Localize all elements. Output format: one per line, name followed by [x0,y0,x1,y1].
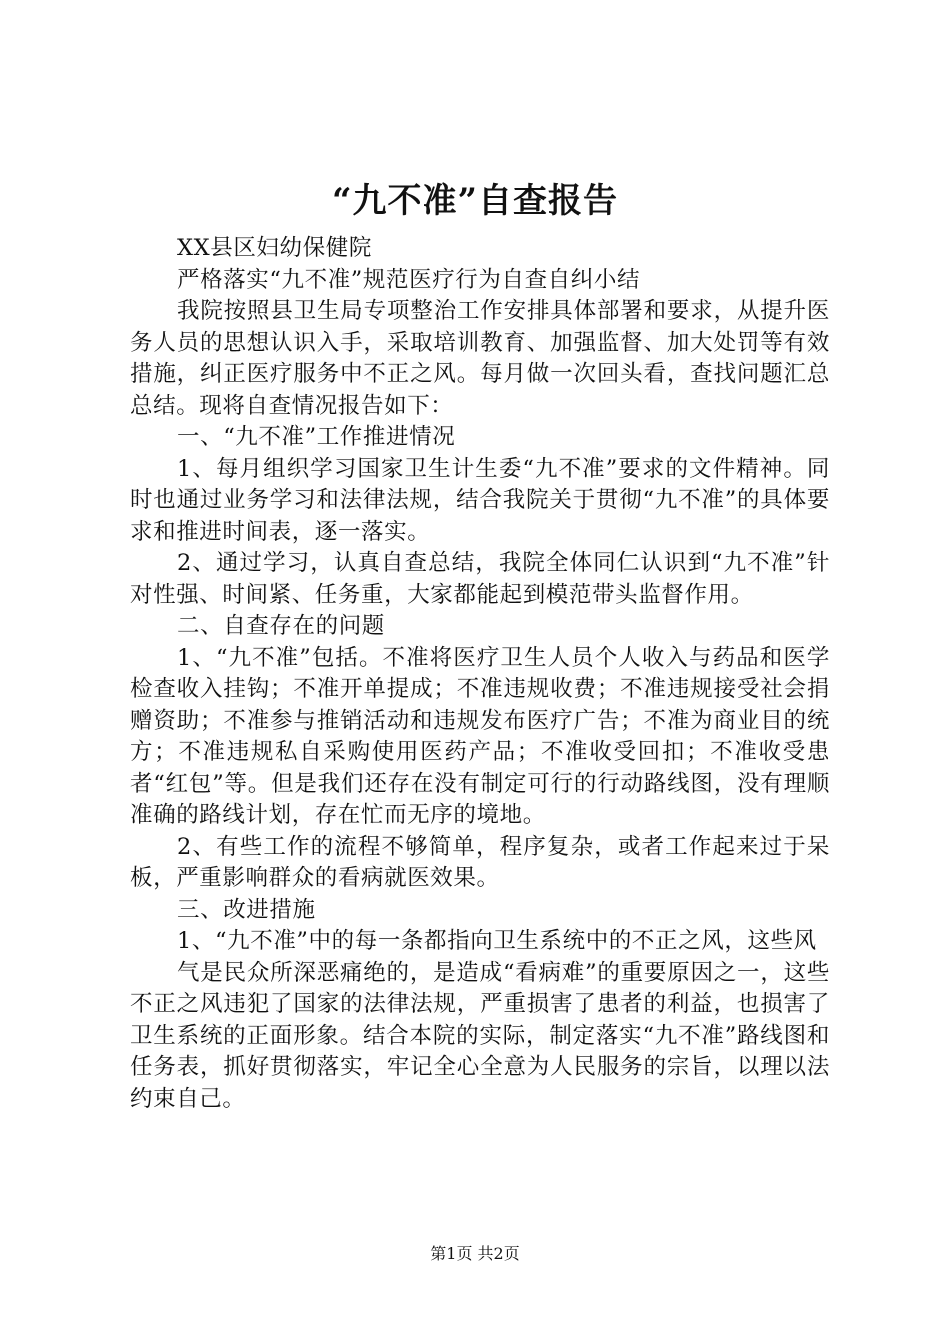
org-name: XX县区妇幼保健院 [177,235,372,261]
document-title: “九不准”自查报告 [331,181,619,221]
intro-paragraph: 我院按照县卫生局专项整治工作安排具体部署和要求，从提升医务人员的思想认识入手，采取培训教育、加强监督、加大处罚等有效措施，纠正医疗服务中不正之风。每月做一次回头看，查找问题汇总总结。现将自查情况报告如下： [130,298,830,419]
section-heading-1: 一、“九不准”工作推进情况 [177,424,456,450]
paragraph-2-2: 2、有些工作的流程不够简单，程序复杂，或者工作起来过于呆板，严重影响群众的看病就医效果。 [130,833,830,891]
page-number-footer: 第1页 共2页 [430,1244,520,1263]
subtitle: 严格落实“九不准”规范医疗行为自查自纠小结 [177,266,641,293]
section-heading-3: 三、改进措施 [177,896,316,923]
paragraph-1-1: 1、每月组织学习国家卫生计生委“九不准”要求的文件精神。同时也通过业务学习和法律法规，结合我院关于贯彻“九不准”的具体要求和推进时间表，逐一落实。 [130,455,830,545]
paragraph-3-1: 1、“九不准”中的每一条都指向卫生系统中的不正之风，这些风 [177,928,817,954]
paragraph-2-1: 1、“九不准”包括。不准将医疗卫生人员个人收入与药品和医学检查收入挂钩；不准开单提成；不准违规收费；不准违规接受社会捐赠资助；不准参与推销活动和违规发布医疗广告；不准为商业目的统方；不准违规私自采购使用医药产品；不准收受回扣；不准收受患者“红包”等。但是我们还存在没有制定可行的行动路线图，没有理顺准确的路线计划，存在忙而无序的境地。 [130,644,830,828]
document-body [130,233,830,1115]
section-heading-2: 二、自查存在的问题 [177,613,385,639]
paragraph-3-1-continued: 气是民众所深恶痛绝的，是造成“看病难”的重要原因之一，这些不正之风违犯了国家的法律法规，严重损害了患者的利益，也损害了卫生系统的正面形象。结合本院的实际，制定落实“九不准”路线图和任务表，抓好贯彻落实，牢记全心全意为人民服务的宗旨，以理以法约束自己。 [130,959,830,1112]
paragraph-1-2: 2、通过学习，认真自查总结，我院全体同仁认识到“九不准”针对性强、时间紧、任务重，大家都能起到模范带头监督作用。 [130,550,830,608]
